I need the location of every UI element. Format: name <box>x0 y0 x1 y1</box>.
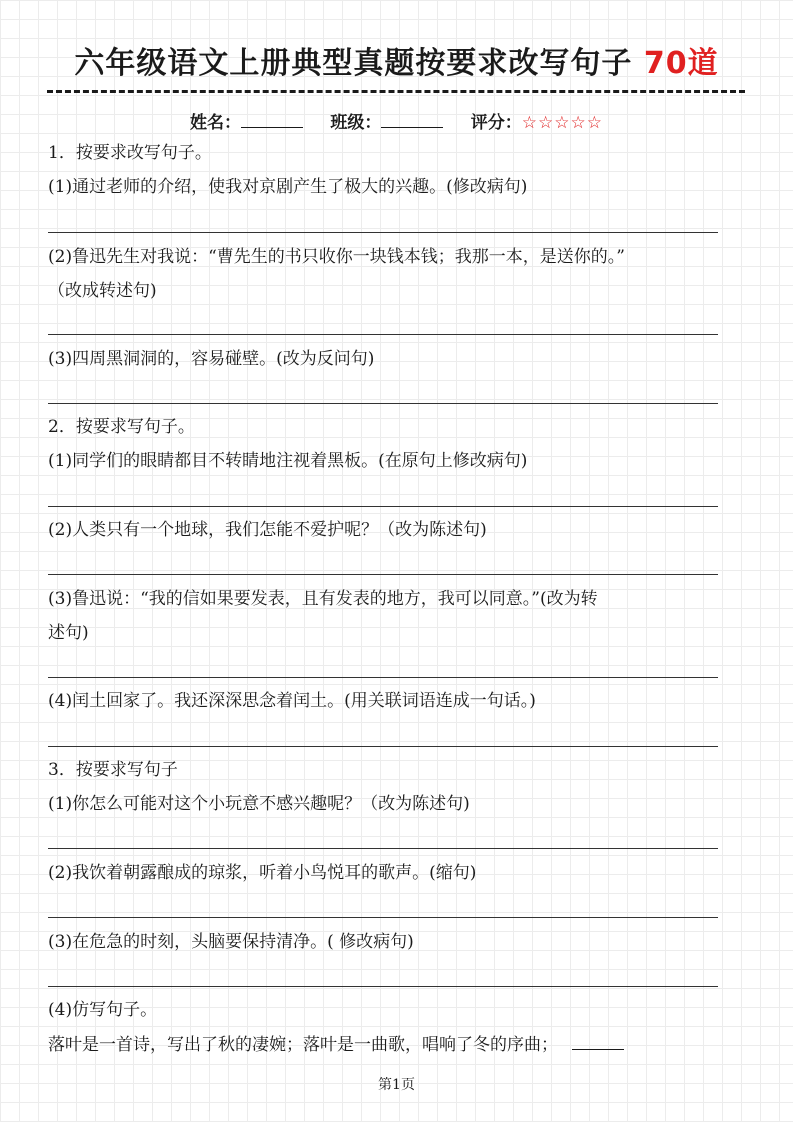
name-blank[interactable] <box>241 111 303 128</box>
answer-line <box>48 403 718 404</box>
student-info-row <box>0 110 793 136</box>
section-2-question-3: (3)鲁迅说：“我的信如果要发表，且有发表的地方，我可以同意。”(改为转 <box>48 589 598 609</box>
page-title <box>0 42 793 86</box>
section-2-question-2: (2)人类只有一个地球，我们怎能不爱护呢？（改为陈述句) <box>48 520 487 540</box>
section-3-question-1: (1)你怎么可能对这个小玩意不感兴趣呢？（改为陈述句) <box>48 794 470 814</box>
imitation-sentence-text: 落叶是一首诗，写出了秋的凄婉；落叶是一曲歌，唱响了冬的序曲； <box>48 1035 558 1055</box>
section-3-question-4: (4)仿写句子。 <box>48 1000 158 1020</box>
name-label: 姓名： <box>189 113 241 133</box>
section-2-question-3-cont: 述句) <box>48 623 89 643</box>
section-3-question-2: (2)我饮着朝露酿成的琼浆，听着小鸟悦耳的歌声。(缩句) <box>48 863 477 883</box>
section-1-question-1: (1)通过老师的介绍，使我对京剧产生了极大的兴趣。(修改病句) <box>48 177 528 197</box>
title-divider <box>47 90 745 93</box>
section-1-heading: 1．按要求改写句子。 <box>48 143 212 163</box>
answer-line <box>48 917 718 918</box>
section-2-heading: 2．按要求写句子。 <box>48 417 195 437</box>
imitation-sentence <box>48 1032 624 1058</box>
section-2-question-4: (4)闰土回家了。我还深深思念着闰土。(用关联词语连成一句话。) <box>48 691 536 711</box>
page-number: 第1页 <box>378 1077 415 1093</box>
section-1-question-3: (3)四周黑洞洞的，容易碰壁。(改为反问句) <box>48 349 375 369</box>
title-main: 六年级语文上册典型真题按要求改写句子 <box>74 46 633 81</box>
class-blank[interactable] <box>381 111 443 128</box>
answer-line <box>48 986 718 987</box>
score-label: 评分： <box>470 113 522 133</box>
answer-line <box>48 232 718 233</box>
answer-line <box>48 677 718 678</box>
answer-line <box>48 334 718 335</box>
answer-line <box>48 574 718 575</box>
answer-line <box>48 746 718 747</box>
title-count: 70道 <box>643 46 719 81</box>
class-label: 班级： <box>330 113 382 133</box>
answer-line <box>48 506 718 507</box>
answer-line <box>48 848 718 849</box>
section-1-question-2-cont: （改成转述句) <box>48 281 157 301</box>
section-2-question-1: (1)同学们的眼睛都目不转睛地注视着黑板。(在原句上修改病句) <box>48 451 528 471</box>
imitation-answer-blank[interactable] <box>572 1033 624 1050</box>
section-3-question-3: (3)在危急的时刻，头脑要保持清净。( 修改病句) <box>48 932 414 952</box>
score-stars: ☆☆☆☆☆ <box>521 113 603 133</box>
section-1-question-2: (2)鲁迅先生对我说：“曹先生的书只收你一块钱本钱；我那一本，是送你的。” <box>48 247 625 267</box>
section-3-heading: 3．按要求写句子 <box>48 760 178 780</box>
